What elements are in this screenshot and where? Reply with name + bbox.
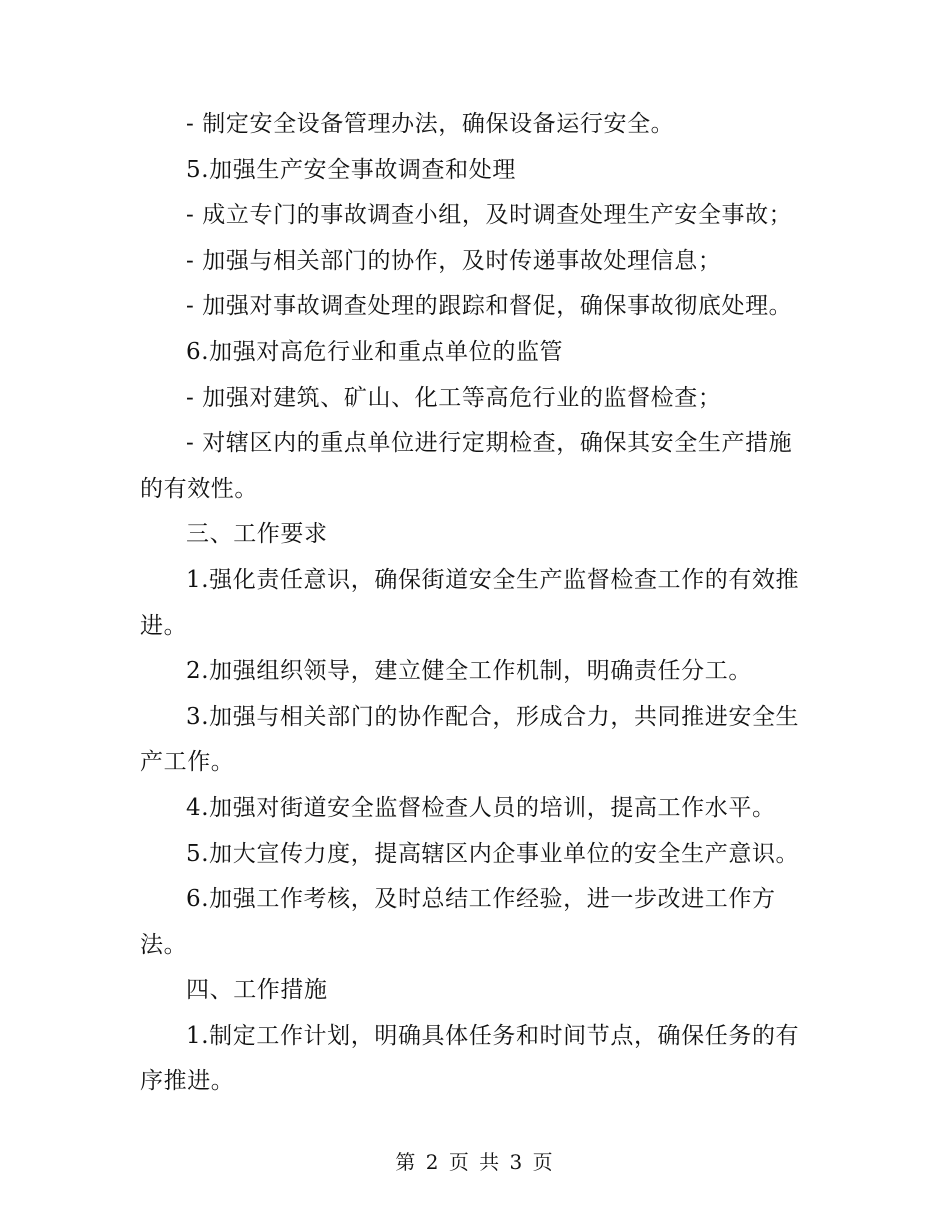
chapter-heading: 四、工作措施 xyxy=(186,977,328,1004)
section-heading: 5.加强生产安全事故调查和处理 xyxy=(186,156,516,183)
page-footer xyxy=(0,1146,950,1175)
paragraph: - 对辖区内的重点单位进行定期检查，确保其安全生产措施的有效性。 xyxy=(140,430,793,502)
paragraph: - 加强与相关部门的协作，及时传递事故处理信息； xyxy=(186,247,722,274)
paragraph: - 成立专门的事故调查小组，及时调查处理生产安全事故； xyxy=(186,202,793,229)
paragraph: 4.加强对街道安全监督检查人员的培训，提高工作水平。 xyxy=(186,794,776,821)
paragraph: - 加强对建筑、矿山、化工等高危行业的监督检查； xyxy=(186,384,722,411)
paragraph: 5.加大宣传力度，提高辖区内企事业单位的安全生产意识。 xyxy=(186,840,800,867)
paragraph: 2.加强组织领导，建立健全工作机制，明确责任分工。 xyxy=(186,658,752,685)
paragraph: 6.加强工作考核，及时总结工作经验，进一步改进工作方法。 xyxy=(140,886,776,958)
paragraph: 1.制定工作计划，明确具体任务和时间节点，确保任务的有序推进。 xyxy=(140,1022,800,1095)
section-heading: 6.加强对高危行业和重点单位的监管 xyxy=(186,338,564,365)
chapter-heading: 三、工作要求 xyxy=(186,521,328,548)
page-number-label: 第 2 页 共 3 页 xyxy=(395,1150,555,1174)
paragraph: 1.强化责任意识，确保街道安全生产监督检查工作的有效推进。 xyxy=(140,566,800,639)
paragraph: 3.加强与相关部门的协作配合，形成合力，共同推进安全生产工作。 xyxy=(140,703,800,776)
document-body xyxy=(140,102,810,1105)
paragraph: - 加强对事故调查处理的跟踪和督促，确保事故彻底处理。 xyxy=(186,293,793,320)
paragraph: - 制定安全设备管理办法，确保设备运行安全。 xyxy=(186,111,675,137)
